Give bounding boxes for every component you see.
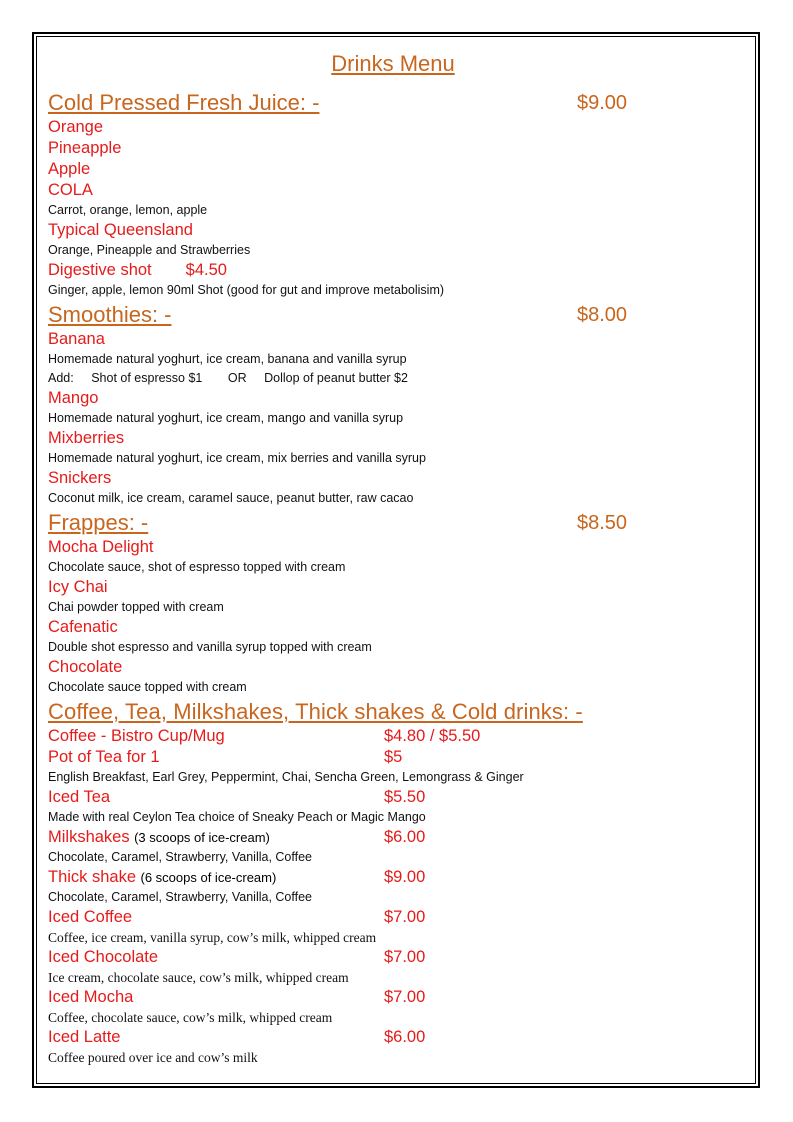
menu-item-mixberries-desc: Homemade natural yoghurt, ice cream, mix berries and vanilla syrup [48,451,426,465]
menu-item-digestive-price: $4.50 [185,261,227,279]
menu-item-cola: COLA [48,181,93,199]
menu-item-mango-desc: Homemade natural yoghurt, ice cream, mango and vanilla syrup [48,411,404,425]
menu-item-cafenatic: Cafenatic [48,618,118,636]
menu-item-digestive-desc: Ginger, apple, lemon 90ml Shot (good for gut and improve metabolisim) [48,283,445,297]
menu-item-mixberries: Mixberries [48,429,125,447]
menu-item-thick-shake: Thick shake [48,868,137,886]
menu-item-icy-chai-desc: Chai powder topped with cream [48,600,224,614]
menu-item-thick-shake-desc: Chocolate, Caramel, Strawberry, Vanilla, Coffee [48,890,313,904]
addon-or: OR [227,371,247,385]
menu-item-iced-latte-desc: Coffee poured over ice and cow’s milk [48,1050,258,1065]
menu-item-thick-shake-note: (6 scoops of ice-cream) [140,870,277,885]
menu-item-digestive [48,260,738,281]
menu-item-apple: Apple [48,160,91,178]
menu-item-thick-shake-price: $9.00 [384,868,426,886]
menu-row-bistro [48,726,738,747]
menu-item-snickers-desc: Coconut milk, ice cream, caramel sauce, peanut butter, raw cacao [48,491,414,505]
menu-row-milkshakes [48,827,738,848]
menu-item-iced-mocha: Iced Mocha [48,988,134,1006]
menu-item-iced-mocha-desc: Coffee, chocolate sauce, cow’s milk, whipped cream [48,1010,333,1025]
menu-item-tea: Pot of Tea for 1 [48,748,160,766]
menu-item-iced-coffee-desc: Coffee, ice cream, vanilla syrup, cow’s milk, whipped cream [48,930,377,945]
menu-row-iced-chocolate [48,947,738,968]
menu-item-milkshakes-desc: Chocolate, Caramel, Strawberry, Vanilla, Coffee [48,850,313,864]
section-smoothies-heading [48,301,738,329]
menu-item-iced-tea-desc: Made with real Ceylon Tea choice of Sneaky Peach or Magic Mango [48,810,426,824]
menu-item-mango: Mango [48,389,99,407]
menu-item-mocha-delight-desc: Chocolate sauce, shot of espresso topped with cream [48,560,346,574]
menu-item-milkshakes-note: (3 scoops of ice-cream) [134,830,270,845]
menu-item-iced-chocolate-desc: Ice cream, chocolate sauce, cow’s milk, whipped cream [48,970,349,985]
menu-item-mocha-delight: Mocha Delight [48,538,154,556]
menu-item-iced-mocha-price: $7.00 [384,988,426,1006]
menu-row-iced-latte [48,1027,738,1048]
menu-item-banana-desc: Homemade natural yoghurt, ice cream, banana and vanilla syrup [48,352,407,366]
menu-row-thick-shake [48,867,738,888]
menu-item-pineapple: Pineapple [48,139,122,157]
menu-row-iced-mocha [48,987,738,1008]
menu-item-milkshakes-price: $6.00 [384,828,426,846]
section-frappes-heading [48,509,738,537]
menu-item-iced-chocolate: Iced Chocolate [48,948,159,966]
menu-item-chocolate-frappe: Chocolate [48,658,123,676]
section-juice-price: $9.00 [577,92,628,114]
page-title: Drinks Menu [331,51,455,76]
menu-item-cola-desc: Carrot, orange, lemon, apple [48,203,208,217]
section-frappes-title: Frappes: - [48,510,149,535]
addon-label: Add: [48,371,74,385]
menu-content [48,46,738,1067]
section-smoothies-price: $8.00 [577,304,628,326]
menu-item-queensland: Typical Queensland [48,221,193,239]
menu-item-iced-chocolate-price: $7.00 [384,948,426,966]
menu-row-iced-coffee [48,907,738,928]
smoothie-addons [48,369,738,388]
menu-item-iced-latte-price: $6.00 [384,1028,426,1046]
menu-item-iced-tea-price: $5.50 [384,788,426,806]
menu-item-icy-chai: Icy Chai [48,578,108,596]
menu-item-iced-latte: Iced Latte [48,1028,121,1046]
menu-item-chocolate-frappe-desc: Chocolate sauce topped with cream [48,680,247,694]
menu-item-digestive-name: Digestive shot [48,261,152,279]
menu-item-bistro-price: $4.80 / $5.50 [384,727,481,745]
menu-item-cafenatic-desc: Double shot espresso and vanilla syrup topped with cream [48,640,372,654]
menu-item-milkshakes: Milkshakes [48,828,130,846]
menu-item-iced-coffee: Iced Coffee [48,908,133,926]
menu-item-tea-desc: English Breakfast, Earl Grey, Peppermint, Chai, Sencha Green, Lemongrass & Ginger [48,770,524,784]
menu-item-banana: Banana [48,330,105,348]
menu-item-queensland-desc: Orange, Pineapple and Strawberries [48,243,251,257]
menu-item-bistro: Coffee - Bistro Cup/Mug [48,727,225,745]
section-coffee-heading [48,698,738,726]
section-frappes-price: $8.50 [577,512,628,534]
menu-item-iced-coffee-price: $7.00 [384,908,426,926]
section-smoothies-title: Smoothies: - [48,302,172,327]
menu-item-iced-tea: Iced Tea [48,788,111,806]
menu-row-tea [48,747,738,768]
menu-row-iced-tea [48,787,738,808]
section-juice-title: Cold Pressed Fresh Juice: - [48,90,320,115]
menu-item-tea-price: $5 [384,748,403,766]
addon-espresso: Shot of espresso $1 [91,371,203,385]
section-coffee-title: Coffee, Tea, Milkshakes, Thick shakes & Cold drinks: - [48,699,583,724]
menu-item-snickers: Snickers [48,469,112,487]
addon-peanut-butter: Dollop of peanut butter $2 [264,371,408,385]
section-juice-heading [48,89,738,117]
menu-item-orange: Orange [48,118,104,136]
